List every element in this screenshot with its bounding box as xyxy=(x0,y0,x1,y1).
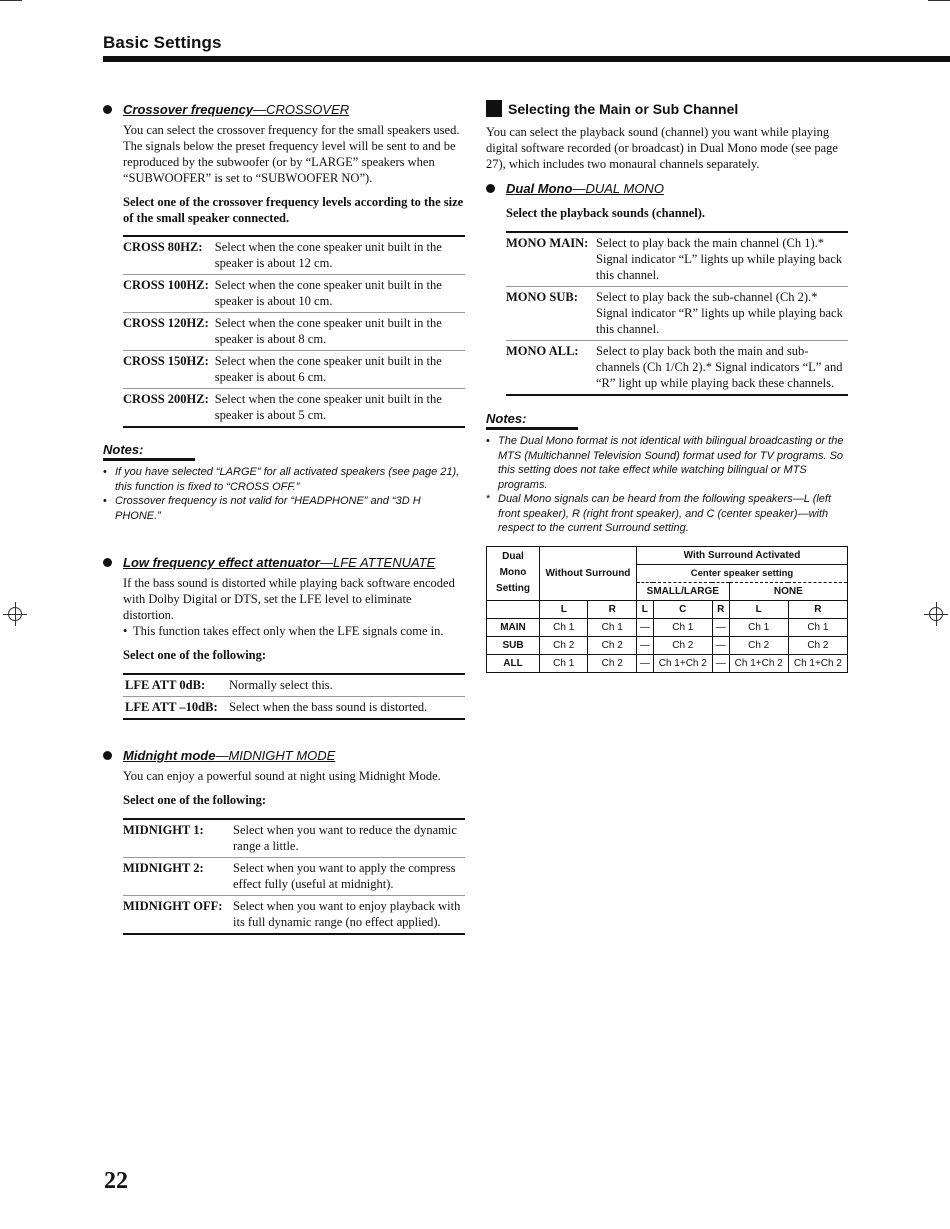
midnight-description: You can enjoy a powerful sound at night using Midnight Mode. xyxy=(123,769,441,783)
midnight-section xyxy=(103,747,465,935)
section-description: You can select the playback sound (channel) you want while playing digital software recorded (or broadcast) in Dual Mono mode (see page 27), which includes two monaural channels separately. xyxy=(486,125,838,171)
dual-mono-notes xyxy=(486,411,848,536)
dual-mono-instruction: Select the playback sounds (channel). xyxy=(506,206,705,220)
lfe-instruction: Select one of the following: xyxy=(123,648,267,662)
setting-header: Dual Mono Setting xyxy=(487,546,540,600)
notes-rule xyxy=(486,427,578,430)
lfe-options-table xyxy=(123,673,465,720)
table-row: MIDNIGHT 2: Select when you want to apply the compress effect fully (useful at midnight). xyxy=(123,858,465,896)
table-row: SUB Ch 2 Ch 2 — Ch 2 — Ch 2 Ch 2 xyxy=(487,636,848,654)
left-column xyxy=(103,101,465,935)
notes-title: Notes: xyxy=(486,411,527,426)
empty-cell xyxy=(487,600,540,618)
section-square-icon xyxy=(486,100,502,117)
table-row: LFE ATT –10dB: Select when the bass sound is distorted. xyxy=(123,697,465,720)
dual-mono-channel-table xyxy=(486,546,848,673)
lfe-section xyxy=(103,554,465,720)
table-row: CROSS 100HZ: Select when the cone speaker unit built in the speaker is about 10 cm. xyxy=(123,275,465,313)
table-row: MONO SUB: Select to play back the sub-channel (Ch 2).* Signal indicator “R” lights up while playing back this channel. xyxy=(506,287,848,341)
with-surround-header: With Surround Activated xyxy=(636,546,847,564)
note-item: • The Dual Mono format is not identical with bilingual broadcasting or the MTS (Multichannel Television Sound) format used for TV programs. So this setting does not take effect while watching bilingual or MTS programs. xyxy=(486,435,844,491)
column-label: C xyxy=(653,600,712,618)
midnight-instruction: Select one of the following: xyxy=(123,793,267,807)
column-label: L xyxy=(540,600,588,618)
table-row: MAIN Ch 1 Ch 1 — Ch 1 — Ch 1 Ch 1 xyxy=(487,618,848,636)
crop-mark-top-left xyxy=(0,0,22,1)
lfe-bullet-note: • This function takes effect only when the LFE signals come in. xyxy=(123,624,444,638)
table-row: MONO MAIN: Select to play back the main channel (Ch 1).* Signal indicator “L” lights up while playing back this channel. xyxy=(506,232,848,287)
table-row: CROSS 200HZ: Select when the cone speaker unit built in the speaker is about 5 cm. xyxy=(123,389,465,428)
crossover-description: You can select the crossover frequency for the small speakers used. The signals below the preset frequency level will be sent to and be reproduced by the subwoofer (or by “LARGE” speakers when “SUBWOOFER” is set to “SUBWOOFER NO”). xyxy=(123,123,460,185)
crossover-heading: Crossover frequency—CROSSOVER xyxy=(103,101,465,118)
note-item: • Crossover frequency is not valid for “HEADPHONE” and “3D H PHONE.” xyxy=(103,495,421,522)
header-rule xyxy=(103,56,950,62)
column-label: R xyxy=(712,600,729,618)
crossover-section xyxy=(103,101,465,428)
column-label: L xyxy=(636,600,653,618)
crossover-notes xyxy=(103,442,465,523)
crossover-instruction: Select one of the crossover frequency levels according to the size of the small speaker connected. xyxy=(123,195,464,225)
page-number: 22 xyxy=(104,1168,128,1194)
without-surround-header: Without Surround xyxy=(540,546,637,600)
dual-mono-heading: Dual Mono—DUAL MONO xyxy=(486,180,848,197)
dual-mono-options-table xyxy=(506,231,848,396)
crop-mark-top-right xyxy=(928,0,950,1)
column-label: L xyxy=(729,600,788,618)
table-row: ALL Ch 1 Ch 2 — Ch 1+Ch 2 — Ch 1+Ch 2 Ch 1+Ch 2 xyxy=(487,654,848,672)
midnight-options-table xyxy=(123,818,465,935)
right-column xyxy=(486,100,848,673)
midnight-heading: Midnight mode—MIDNIGHT MODE xyxy=(103,747,465,764)
center-speaker-header: Center speaker setting xyxy=(636,564,847,582)
table-column-row xyxy=(487,600,848,618)
table-row: CROSS 80HZ: Select when the cone speaker unit built in the speaker is about 12 cm. xyxy=(123,236,465,275)
notes-title: Notes: xyxy=(103,442,144,457)
bullet-icon xyxy=(103,558,112,567)
bullet-icon xyxy=(486,184,495,193)
table-row: CROSS 120HZ: Select when the cone speaker unit built in the speaker is about 8 cm. xyxy=(123,313,465,351)
table-header-row xyxy=(487,546,848,564)
registration-mark-right-icon xyxy=(924,602,948,626)
crossover-options-table xyxy=(123,235,465,428)
bullet-icon xyxy=(103,105,112,114)
table-row: MIDNIGHT OFF: Select when you want to enjoy playback with its full dynamic range (no effect applied). xyxy=(123,896,465,935)
section-heading: Selecting the Main or Sub Channel xyxy=(486,100,848,118)
registration-mark-left-icon xyxy=(3,602,27,626)
lfe-heading: Low frequency effect attenuator—LFE ATTENUATE xyxy=(103,554,465,571)
table-row: MIDNIGHT 1: Select when you want to reduce the dynamic range a little. xyxy=(123,819,465,858)
table-row: LFE ATT 0dB: Normally select this. xyxy=(123,674,465,697)
lfe-description: If the bass sound is distorted while playing back software encoded with Dolby Digital or DTS, set the LFE level to eliminate distortion. xyxy=(123,576,455,622)
note-item: • If you have selected “LARGE” for all activated speakers (see page 21), this function is fixed to “CROSS OFF.” xyxy=(103,466,460,493)
column-label: R xyxy=(788,600,847,618)
column-label: R xyxy=(588,600,636,618)
table-row: CROSS 150HZ: Select when the cone speaker unit built in the speaker is about 6 cm. xyxy=(123,351,465,389)
page-title: Basic Settings xyxy=(103,33,222,52)
none-header: NONE xyxy=(729,582,847,600)
bullet-icon xyxy=(103,751,112,760)
table-row: MONO ALL: Select to play back both the main and sub-channels (Ch 1/Ch 2).* Signal indicators “L” and “R” light up while playing back these channels. xyxy=(506,341,848,396)
notes-rule xyxy=(103,458,195,461)
small-large-header: SMALL/LARGE xyxy=(636,582,729,600)
note-item: * Dual Mono signals can be heard from the following speakers—L (left front speaker), R (right front speaker), and C (center speaker)—with respect to the current Surround setting. xyxy=(486,493,832,534)
